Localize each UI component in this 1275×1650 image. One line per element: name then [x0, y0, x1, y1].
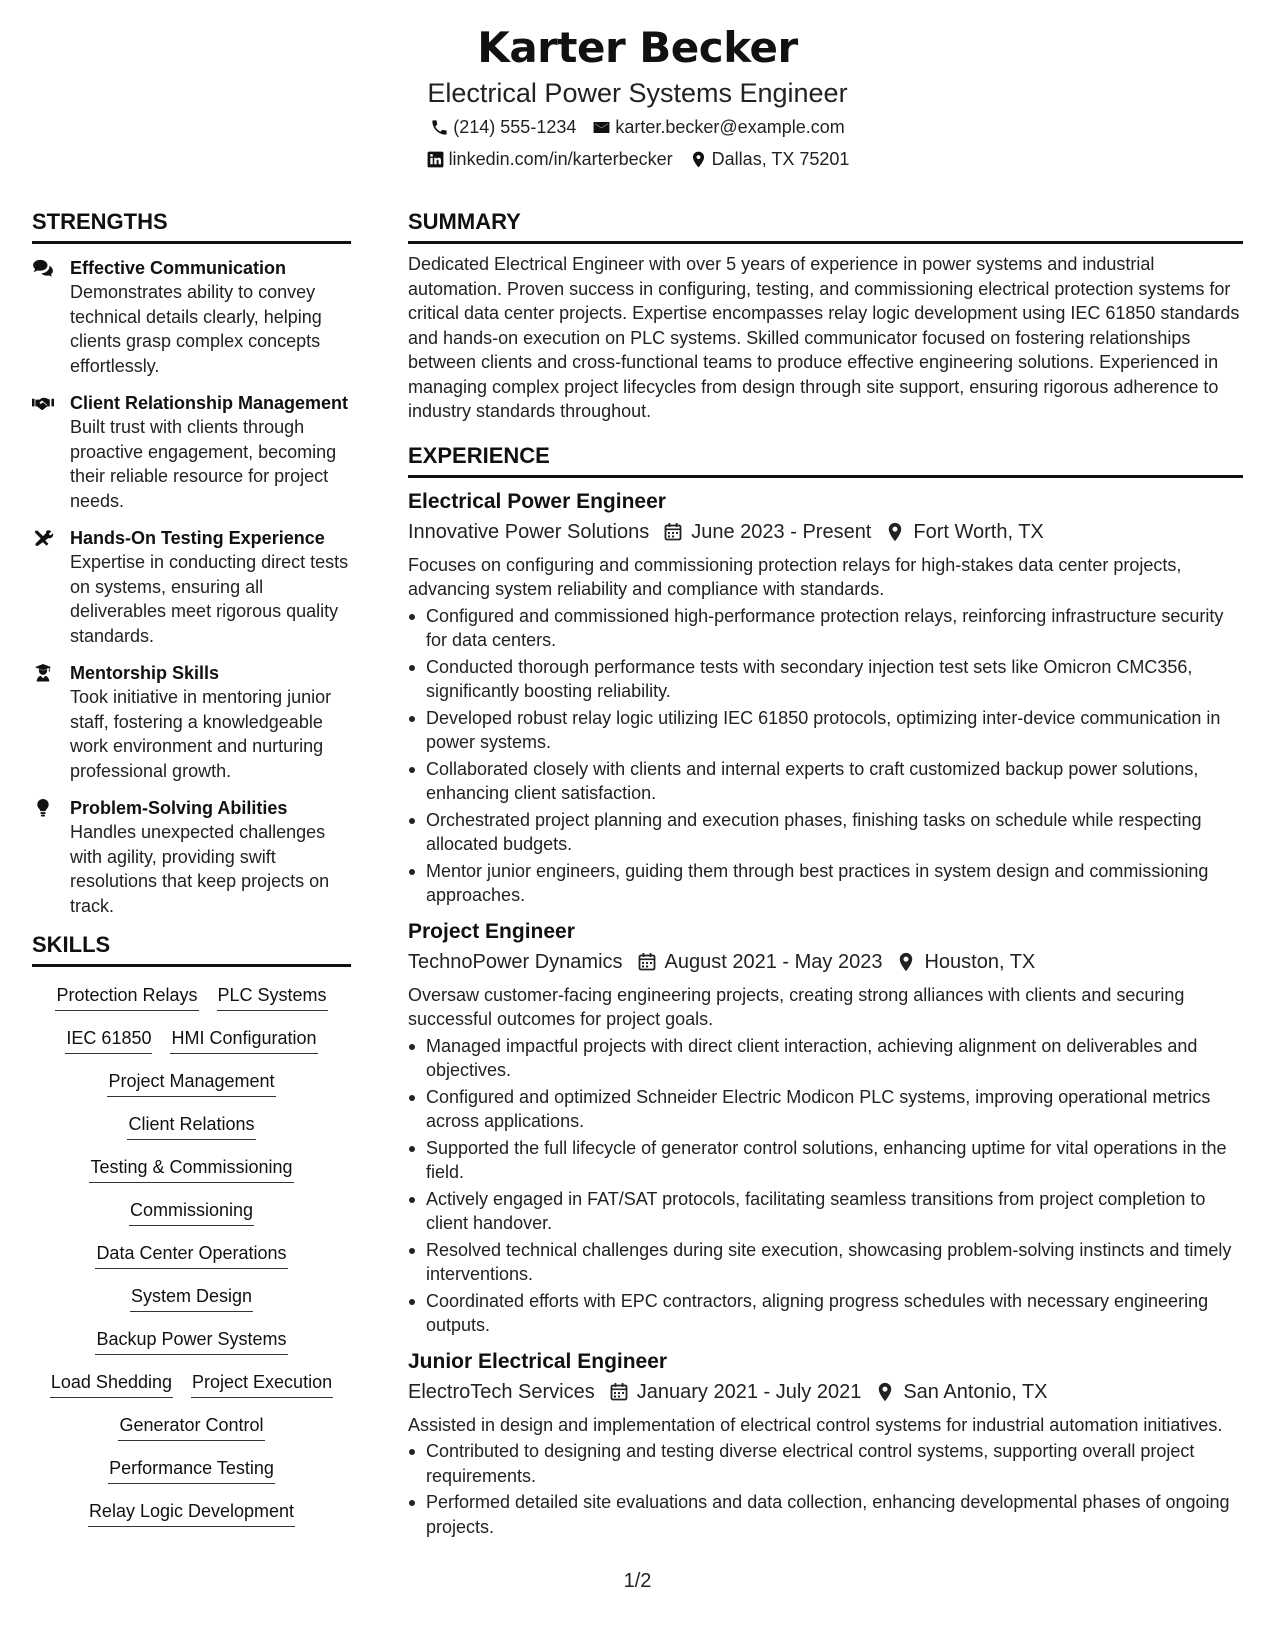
skill-tag: Client Relations	[127, 1112, 255, 1140]
strength-item	[32, 256, 351, 378]
job-location: Houston, TX	[924, 950, 1036, 973]
job-bullets	[408, 604, 1243, 908]
envelope-icon	[592, 118, 611, 137]
job-description: Oversaw customer-facing engineering projects, creating strong alliances with clients and securing successful outcomes for project goals.	[408, 984, 1185, 1029]
job-description: Focuses on configuring and commissioning protection relays for high-stakes data center projects, advancing system reliability and compliance with standards.	[408, 554, 1182, 599]
company-name: Innovative Power Solutions	[408, 520, 650, 543]
job-location: San Antonio, TX	[903, 1380, 1048, 1403]
bullet-item: Actively engaged in FAT/SAT protocols, facilitating seamless transitions from project completion to client handover.	[408, 1187, 1243, 1236]
location-contact	[689, 144, 850, 174]
email-contact[interactable]	[592, 112, 844, 142]
skill-tag: PLC Systems	[217, 983, 328, 1011]
skills-section	[32, 931, 351, 1527]
linkedin-icon	[426, 150, 445, 169]
map-marker-icon	[875, 1382, 895, 1402]
calendar-icon	[663, 522, 683, 542]
bullet-item: Configured and commissioned high-performance protection relays, reinforcing infrastructure security for data centers.	[408, 604, 1243, 653]
job-location: Fort Worth, TX	[913, 520, 1044, 543]
resume-header	[0, 22, 1275, 174]
bullet-item: Orchestrated project planning and execution phases, finishing tasks on schedule while respecting allocated budgets.	[408, 808, 1243, 857]
skill-tag: Relay Logic Development	[88, 1499, 295, 1527]
skill-tag: System Design	[130, 1284, 253, 1312]
job-dates: January 2021 - July 2021	[636, 1380, 862, 1403]
experience-section	[408, 442, 1243, 1540]
handshake-icon	[32, 391, 70, 513]
phone-contact[interactable]	[430, 112, 576, 142]
bullet-item: Mentor junior engineers, guiding them through best practices in system design and commissioning approaches.	[408, 859, 1243, 908]
map-marker-icon	[689, 150, 708, 169]
job-meta	[408, 517, 1243, 547]
bullet-item: Coordinated efforts with EPC contractors, aligning progress schedules with necessary engineering outputs.	[408, 1289, 1243, 1338]
candidate-title: Electrical Power Systems Engineer	[427, 78, 848, 108]
job-title: Junior Electrical Engineer	[408, 1349, 668, 1373]
bullet-item: Managed impactful projects with direct client interaction, achieving alignment on deliverables and objectives.	[408, 1034, 1243, 1083]
skill-tag: Testing & Commissioning	[89, 1155, 293, 1183]
map-marker-icon	[885, 522, 905, 542]
job-title: Electrical Power Engineer	[408, 489, 666, 513]
strength-description: Expertise in conducting direct tests on systems, ensuring all deliverables meet rigorous quality standards.	[70, 552, 349, 646]
skills-list	[32, 983, 351, 1527]
contact-row-1	[0, 112, 1275, 142]
strength-title: Mentorship Skills	[70, 663, 220, 683]
skill-tag: Backup Power Systems	[95, 1327, 287, 1355]
strength-item	[32, 526, 351, 648]
skills-heading: SKILLS	[32, 931, 351, 967]
job-bullets	[408, 1439, 1243, 1539]
strength-title: Problem-Solving Abilities	[70, 798, 288, 818]
bullet-item: Collaborated closely with clients and internal experts to craft customized backup power solutions, enhancing client satisfaction.	[408, 757, 1243, 806]
strength-description: Handles unexpected challenges with agility, providing swift resolutions that keep projects on track.	[70, 822, 330, 916]
lightbulb-icon	[32, 796, 70, 918]
phone-number: (214) 555-1234	[453, 117, 577, 137]
bullet-item: Configured and optimized Schneider Electric Modicon PLC systems, improving operational metrics across applications.	[408, 1085, 1243, 1134]
experience-heading: EXPERIENCE	[408, 442, 1243, 478]
skill-tag: Project Execution	[191, 1370, 333, 1398]
linkedin-contact[interactable]	[426, 144, 673, 174]
job-entry	[408, 488, 1243, 908]
job-entry	[408, 1348, 1243, 1540]
skill-tag: Generator Control	[118, 1413, 264, 1441]
linkedin-url: linkedin.com/in/karterbecker	[448, 149, 673, 169]
skill-tag: Load Shedding	[50, 1370, 173, 1398]
strength-item	[32, 391, 351, 513]
strengths-list	[32, 256, 351, 918]
contact-row-2	[0, 144, 1275, 174]
skill-tag: Commissioning	[129, 1198, 254, 1226]
bullet-item: Contributed to designing and testing diverse electrical control systems, supporting overall project requirements.	[408, 1439, 1243, 1488]
bullet-item: Supported the full lifecycle of generator control solutions, enhancing uptime for vital operations in the field.	[408, 1136, 1243, 1185]
company-name: ElectroTech Services	[408, 1380, 595, 1403]
job-meta	[408, 947, 1243, 977]
calendar-icon	[637, 952, 657, 972]
bullet-item: Performed detailed site evaluations and data collection, enhancing developmental phases of ongoing projects.	[408, 1490, 1243, 1539]
right-column	[408, 208, 1243, 1541]
candidate-name: Karter Becker	[477, 23, 798, 72]
job-dates: August 2021 - May 2023	[664, 950, 883, 973]
strength-item	[32, 796, 351, 918]
strength-title: Hands-On Testing Experience	[70, 528, 325, 548]
skill-tag: Protection Relays	[55, 983, 198, 1011]
bullet-item: Developed robust relay logic utilizing IEC 61850 protocols, optimizing inter-device communication in power systems.	[408, 706, 1243, 755]
email-address: karter.becker@example.com	[615, 117, 845, 137]
job-description: Assisted in design and implementation of electrical control systems for industrial automation initiatives.	[408, 1414, 1223, 1435]
skill-tag: IEC 61850	[65, 1026, 152, 1054]
strength-description: Took initiative in mentoring junior staff, fostering a knowledgeable work environment and nurturing professional growth.	[70, 687, 332, 781]
graduation-user-icon	[32, 661, 70, 783]
left-column	[32, 208, 351, 1527]
summary-text: Dedicated Electrical Engineer with over 5 years of experience in power systems and industrial automation. Proven success in configuring, testing, and commissioning electrical protection systems for critical data center projects. Expertise encompasses relay logic development using IEC 61850 standards and hands-on execution on PLC systems. Skilled communicator focused on fostering relationships between clients and cross-functional teams to produce effective engineering solutions. Experienced in managing complex project lifecycles from design through site support, ensuring rigorous adherence to industry standards throughout.	[408, 254, 1240, 421]
job-title: Project Engineer	[408, 919, 575, 943]
summary-heading: SUMMARY	[408, 208, 1243, 244]
phone-icon	[430, 118, 449, 137]
company-name: TechnoPower Dynamics	[408, 950, 623, 973]
location-text: Dallas, TX 75201	[711, 149, 850, 169]
skill-tag: Data Center Operations	[95, 1241, 287, 1269]
strengths-heading: STRENGTHS	[32, 208, 351, 244]
job-entry	[408, 918, 1243, 1338]
comments-icon	[32, 256, 70, 378]
tools-icon	[32, 526, 70, 648]
page-number: 1/2	[623, 1570, 652, 1592]
job-bullets	[408, 1034, 1243, 1338]
bullet-item: Resolved technical challenges during site execution, showcasing problem-solving instincts and timely interventions.	[408, 1238, 1243, 1287]
calendar-icon	[609, 1382, 629, 1402]
strength-title: Effective Communication	[70, 258, 287, 278]
skill-tag: Performance Testing	[108, 1456, 275, 1484]
skill-tag: Project Management	[107, 1069, 275, 1097]
job-meta	[408, 1377, 1243, 1407]
skill-tag: HMI Configuration	[170, 1026, 317, 1054]
job-dates: June 2023 - Present	[691, 520, 872, 543]
bullet-item: Conducted thorough performance tests with secondary injection test sets like Omicron CMC356, significantly boosting reliability.	[408, 655, 1243, 704]
strength-item	[32, 661, 351, 783]
strength-description: Built trust with clients through proactive engagement, becoming their reliable resource for project needs.	[70, 417, 337, 511]
map-marker-icon	[896, 952, 916, 972]
strength-title: Client Relationship Management	[70, 393, 349, 413]
strength-description: Demonstrates ability to convey technical details clearly, helping clients grasp complex concepts effortlessly.	[70, 282, 322, 376]
